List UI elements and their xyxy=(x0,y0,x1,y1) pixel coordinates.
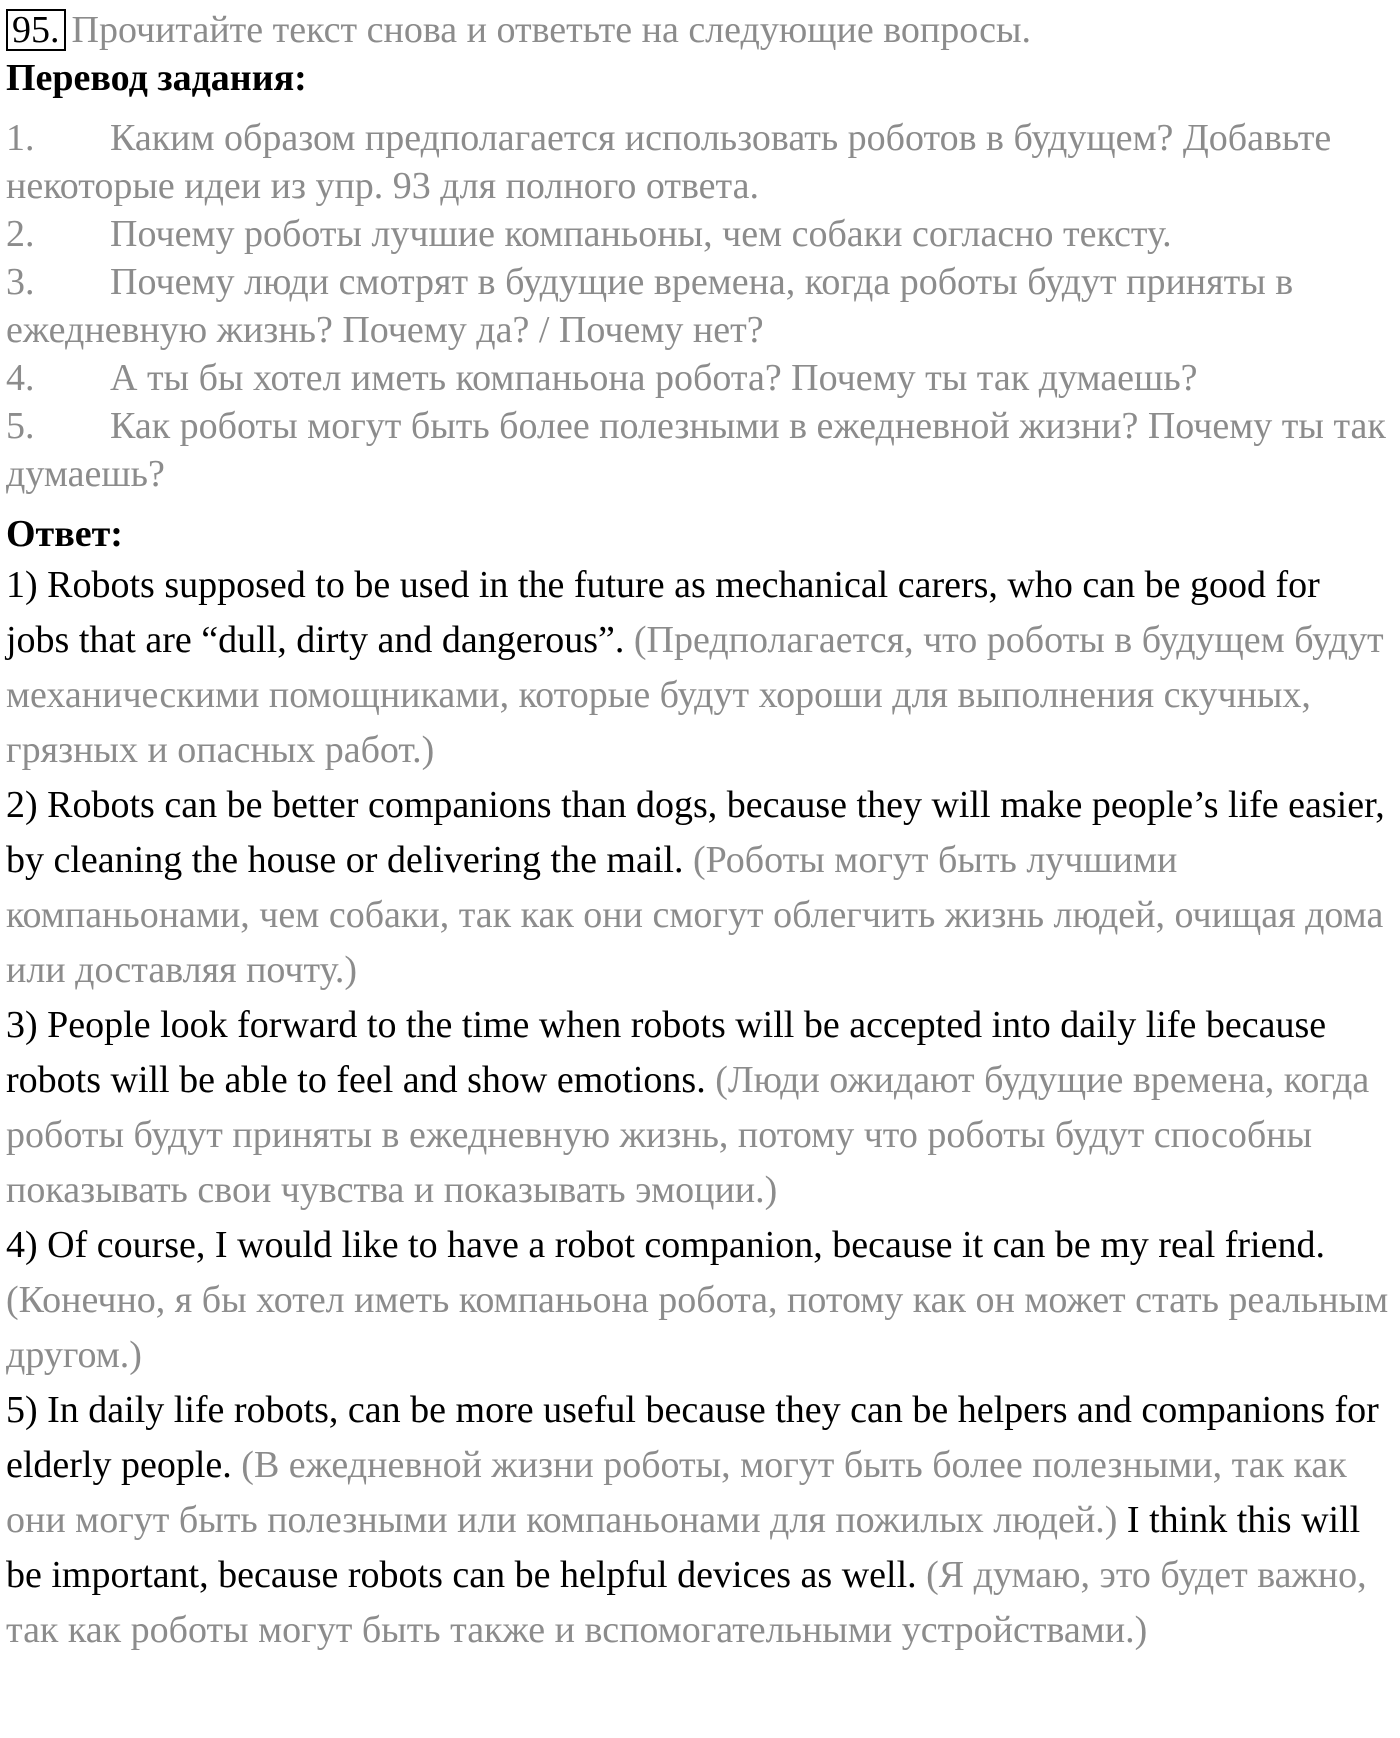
answer-russian: (Роботы могут быть лучшими компаньонами, чем собаки, так как они смогут облегчить жизнь людей, очищая дома или доставляя почту.) xyxy=(6,839,1384,991)
answer-english: 2) Robots can be better companions than dogs, because they will make people’s life easier, by cleaning the house or delivering the mail. xyxy=(6,784,1385,881)
answer-item xyxy=(6,558,1392,778)
question-number: 4. xyxy=(6,357,35,399)
question-text: Каким образом предполагается использовать роботов в будущем? Добавьте некоторые идеи из упр. 93 для полного ответа. xyxy=(6,117,1332,207)
answer-english: 4) Of course, I would like to have a robot companion, because it can be my real friend. xyxy=(6,1224,1325,1266)
question-number: 2. xyxy=(6,213,35,255)
question-item xyxy=(6,402,1392,498)
answer-english: 5) In daily life robots, can be more useful because they can be helpers and companions for elderly people. xyxy=(6,1389,1379,1486)
answer-russian-extra: (Я думаю, это будет важно, так как роботы могут быть также и вспомогательными устройствами.) xyxy=(6,1554,1367,1651)
questions-list xyxy=(6,114,1392,498)
question-text: Почему роботы лучшие компаньоны, чем собаки согласно тексту. xyxy=(110,213,1172,255)
answer-english: 3) People look forward to the time when robots will be accepted into daily life because robots will be able to feel and show emotions. xyxy=(6,1004,1327,1101)
question-item xyxy=(6,114,1392,210)
answer-russian: (Предполагается, что роботы в будущем будут механическими помощниками, которые будут хороши для выполнения скучных, грязных и опасных работ.) xyxy=(6,619,1384,771)
answer-item xyxy=(6,778,1392,998)
question-number: 5. xyxy=(6,405,35,447)
answer-item xyxy=(6,998,1392,1218)
answer-item xyxy=(6,1383,1392,1658)
question-item xyxy=(6,354,1392,402)
answer-label: Ответ: xyxy=(6,513,123,555)
exercise-instruction: Прочитайте текст снова и ответьте на следующие вопросы. xyxy=(71,9,1032,51)
answer-russian: (В ежедневной жизни роботы, могут быть более полезными, так как они могут быть полезными или компаньонами для пожилых людей.) xyxy=(6,1444,1347,1541)
question-number: 1. xyxy=(6,117,35,159)
answer-english-extra: I think this will be important, because robots can be helpful devices as well. xyxy=(6,1499,1361,1596)
exercise-number: 95. xyxy=(6,9,66,51)
exercise-header xyxy=(6,6,1392,54)
question-item xyxy=(6,210,1392,258)
question-text: Почему люди смотрят в будущие времена, когда роботы будут приняты в ежедневную жизнь? Почему да? / Почему нет? xyxy=(6,261,1294,351)
translation-label: Перевод задания: xyxy=(6,57,307,99)
answer-english: 1) Robots supposed to be used in the future as mechanical carers, who can be good for jobs that are “dull, dirty and dangerous”. xyxy=(6,564,1320,661)
question-text: А ты бы хотел иметь компаньона робота? Почему ты так думаешь? xyxy=(110,357,1198,399)
answers-list xyxy=(6,558,1392,1658)
question-number: 3. xyxy=(6,261,35,303)
answer-item xyxy=(6,1218,1392,1383)
answer-russian: (Конечно, я бы хотел иметь компаньона робота, потому как он может стать реальным другом.) xyxy=(6,1279,1389,1376)
answer-russian: (Люди ожидают будущие времена, когда роботы будут приняты в ежедневную жизнь, потому что роботы будут способны показывать свои чувства и показывать эмоции.) xyxy=(6,1059,1370,1211)
question-text: Как роботы могут быть более полезными в ежедневной жизни? Почему ты так думаешь? xyxy=(6,405,1386,495)
question-item xyxy=(6,258,1392,354)
